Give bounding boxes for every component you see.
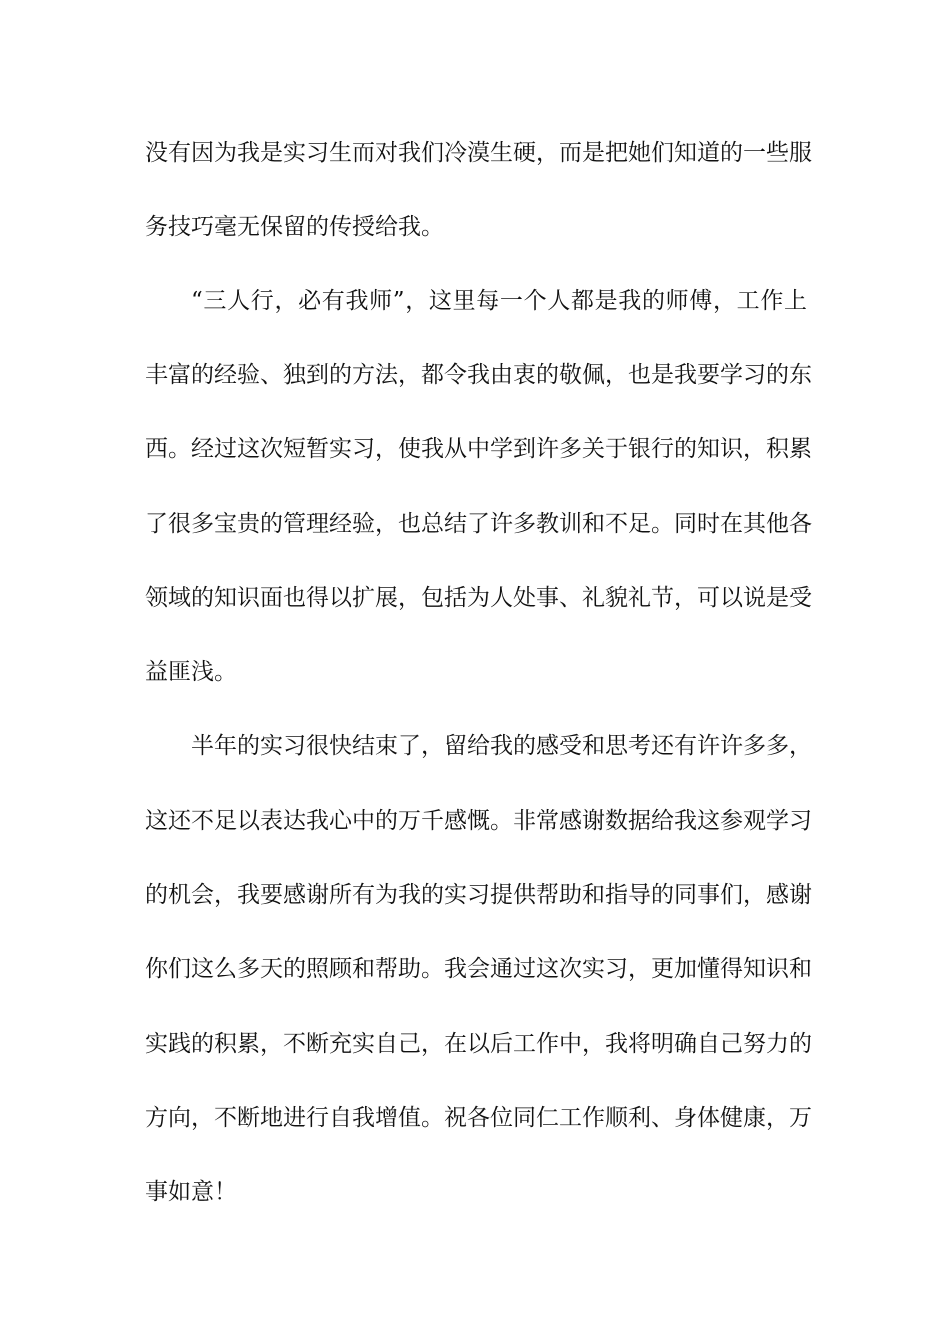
text-line: 益匪浅。 (145, 659, 237, 685)
text-line: 实践的积累，不断充实自己，在以后工作中，我将明确自己努力的 (145, 1031, 812, 1057)
text-line: 西。经过这次短暂实习，使我从中学到许多关于银行的知识，积累 (145, 436, 812, 462)
text-line: 的机会，我要感谢所有为我的实习提供帮助和指导的同事们，感谢 (145, 882, 812, 908)
text-line: 了很多宝贵的管理经验，也总结了许多教训和不足。同时在其他各 (145, 511, 812, 537)
text-line: 没有因为我是实习生而对我们冷漠生硬，而是把她们知道的一些服 (145, 140, 812, 166)
text-line: 领域的知识面也得以扩展，包括为人处事、礼貌礼节，可以说是受 (145, 585, 812, 611)
text-line: 事如意！ (145, 1179, 237, 1205)
text-line: 方向，不断地进行自我增值。祝各位同仁工作顺利、身体健康，万 (145, 1105, 812, 1131)
text-line: 丰富的经验、独到的方法，都令我由衷的敬佩，也是我要学习的东 (145, 362, 812, 388)
text-line: 务技巧毫无保留的传授给我。 (145, 214, 444, 240)
paragraph-first-line: 半年的实习很快结束了，留给我的感受和思考还有许许多多， (191, 733, 812, 759)
text-line: 你们这么多天的照顾和帮助。我会通过这次实习，更加懂得知识和 (145, 956, 812, 982)
text-line: 这还不足以表达我心中的万千感慨。非常感谢数据给我这参观学习 (145, 808, 812, 834)
paragraph-first-line: “三人行，必有我师”，这里每一个人都是我的师傅，工作上 (191, 288, 807, 314)
